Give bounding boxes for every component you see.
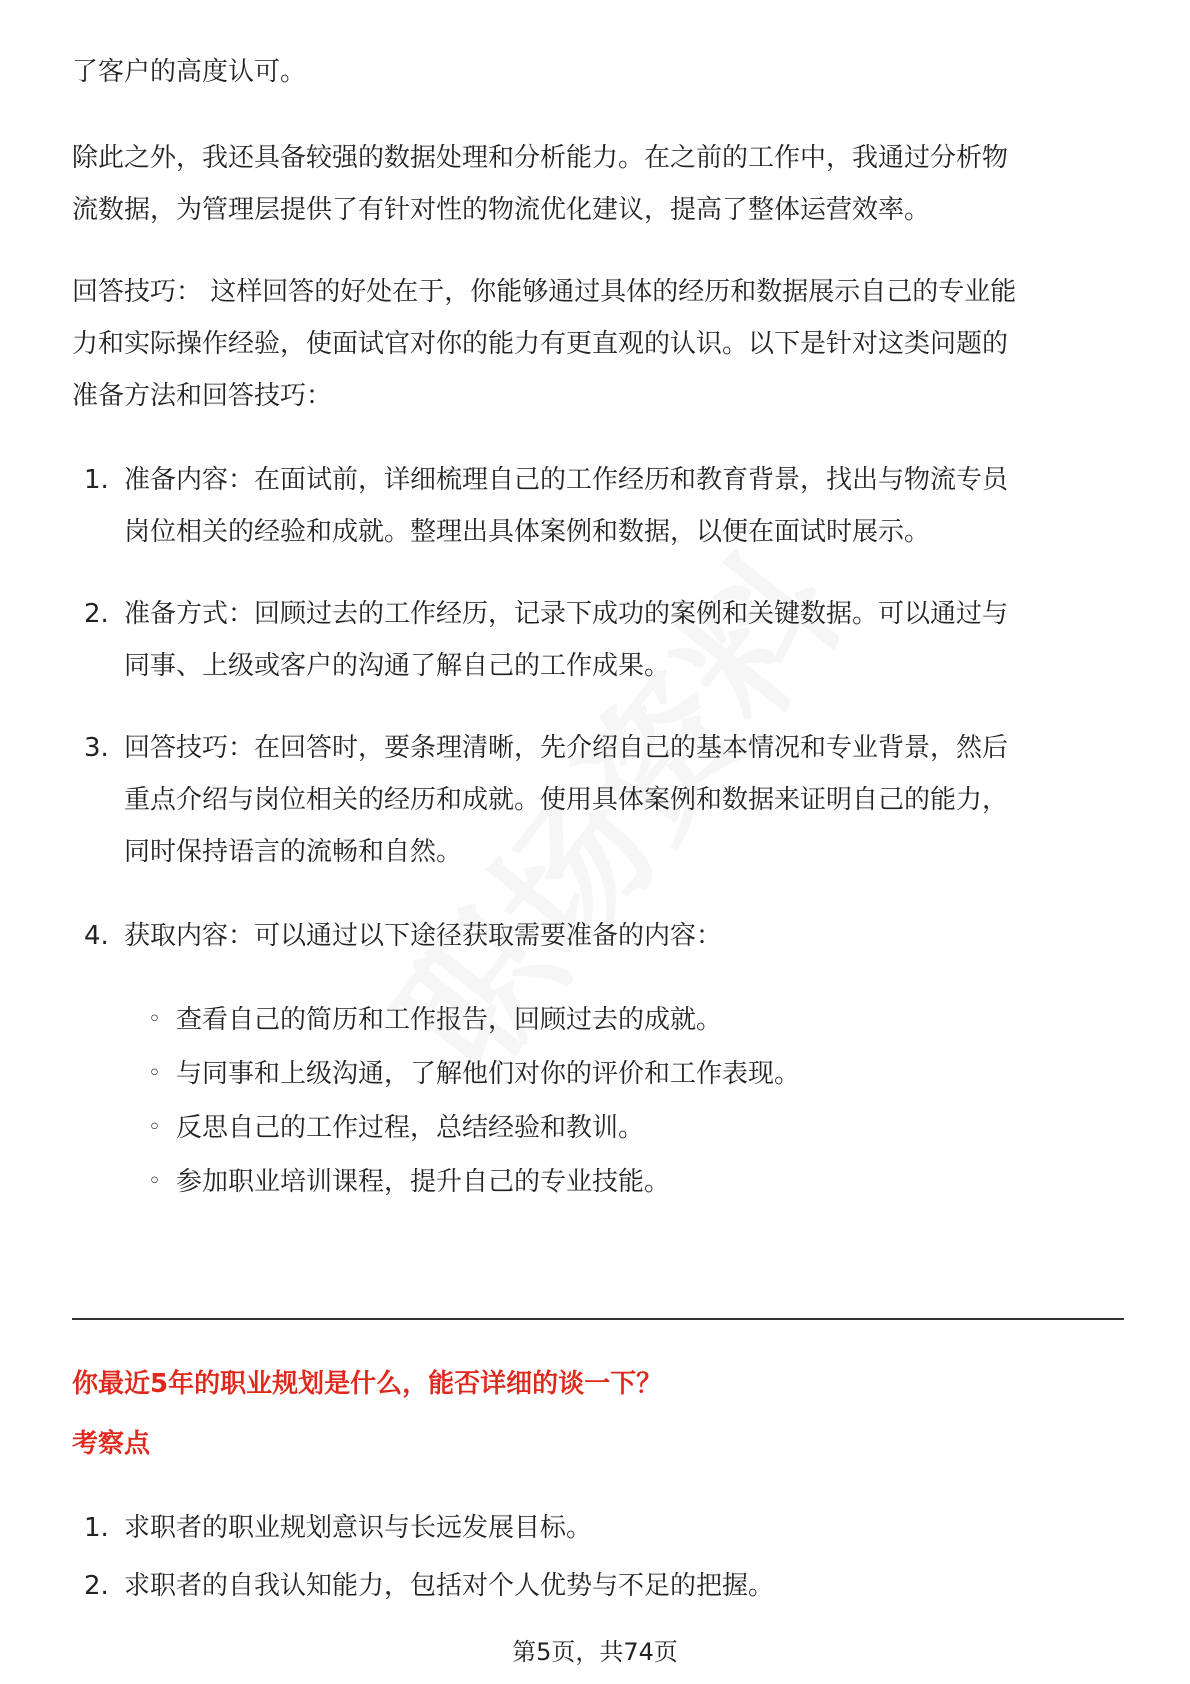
list-item-line: 同时保持语言的流畅和自然。 <box>124 837 463 867</box>
bullet-icon: ◦ <box>148 1007 161 1032</box>
bullet-icon: ◦ <box>148 1061 161 1086</box>
paragraph-tips-line2: 力和实际操作经验，使面试官对你的能力有更直观的认识。以下是针对这类问题的 <box>72 329 1009 359</box>
paragraph-tips-line1: 回答技巧： 这样回答的好处在于，你能够通过具体的经历和数据展示自己的专业能 <box>72 277 1017 307</box>
list-number: 1. <box>84 465 109 495</box>
list-item-line: 获取内容：可以通过以下途径获取需要准备的内容： <box>124 921 723 951</box>
list-item-line: 求职者的自我认知能力，包括对个人优势与不足的把握。 <box>124 1571 775 1601</box>
list-item-line: 准备方式：回顾过去的工作经历，记录下成功的案例和关键数据。可以通过与 <box>124 599 1009 629</box>
sub-bullet-text: 与同事和上级沟通，了解他们对你的评价和工作表现。 <box>176 1059 801 1089</box>
list-number: 2. <box>84 1571 109 1601</box>
sub-bullet-text: 参加职业培训课程，提升自己的专业技能。 <box>176 1167 671 1197</box>
list-number: 2. <box>84 599 109 629</box>
section-divider <box>72 1318 1124 1320</box>
bullet-icon: ◦ <box>148 1169 161 1194</box>
sub-bullet-text: 查看自己的简历和工作报告，回顾过去的成就。 <box>176 1005 723 1035</box>
paragraph-data-analysis-line2: 流数据，为管理层提供了有针对性的物流优化建议，提高了整体运营效率。 <box>72 195 931 225</box>
paragraph-tips-line3: 准备方法和回答技巧： <box>72 381 333 411</box>
page-footer: 第5页，共74页 <box>512 1638 678 1666</box>
sub-bullet-text: 反思自己的工作过程，总结经验和教训。 <box>176 1113 645 1143</box>
paragraph-intro-end: 了客户的高度认可。 <box>72 57 307 87</box>
list-item-line: 岗位相关的经验和成就。整理出具体案例和数据，以便在面试时展示。 <box>124 517 931 547</box>
list-item-line: 求职者的职业规划意识与长远发展目标。 <box>124 1513 593 1543</box>
list-item-line: 同事、上级或客户的沟通了解自己的工作成果。 <box>124 651 671 681</box>
question-title: 你最近5年的职业规划是什么，能否详细的谈一下？ <box>72 1369 663 1399</box>
list-number: 1. <box>84 1513 109 1543</box>
section-label: 考察点 <box>72 1429 151 1459</box>
bullet-icon: ◦ <box>148 1115 161 1140</box>
paragraph-data-analysis-line1: 除此之外，我还具备较强的数据处理和分析能力。在之前的工作中，我通过分析物 <box>72 143 1009 173</box>
list-item-line: 重点介绍与岗位相关的经历和成就。使用具体案例和数据来证明自己的能力， <box>124 785 1009 815</box>
list-number: 4. <box>84 921 109 951</box>
list-item-line: 回答技巧：在回答时，要条理清晰，先介绍自己的基本情况和专业背景，然后 <box>124 733 1009 763</box>
list-number: 3. <box>84 733 109 763</box>
list-item-line: 准备内容：在面试前，详细梳理自己的工作经历和教育背景，找出与物流专员 <box>124 465 1009 495</box>
